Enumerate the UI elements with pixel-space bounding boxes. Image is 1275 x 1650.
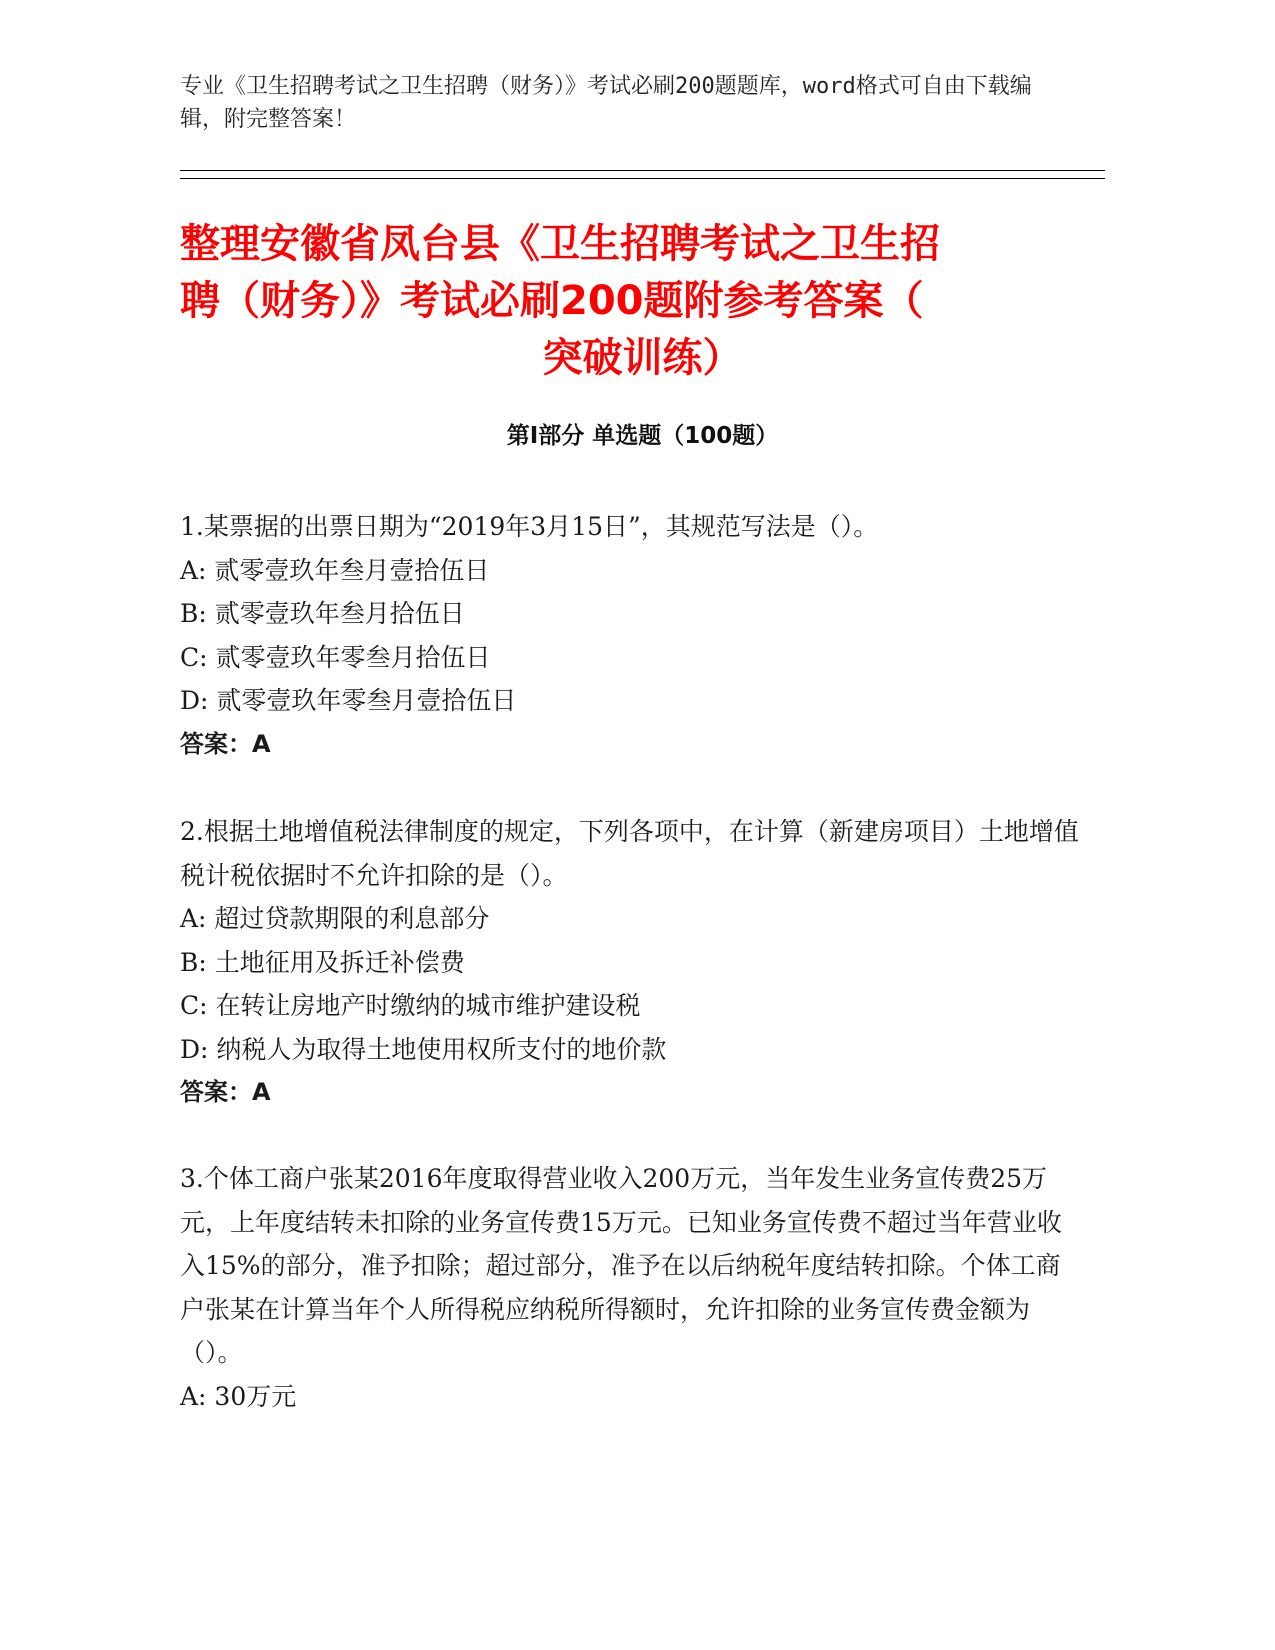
option-b: B: 贰零壹玖年叁月拾伍日 xyxy=(180,599,465,628)
option-b: B: 土地征用及拆迁补偿费 xyxy=(180,947,465,977)
title-line-2: 聘（财务）》考试必刷200题附参考答案（ xyxy=(180,278,924,324)
document-title xyxy=(180,216,1105,387)
option-d: D: 纳税人为取得土地使用权所支付的地价款 xyxy=(180,1034,667,1064)
option-c: C: 贰零壹玖年零叁月拾伍日 xyxy=(180,642,491,672)
header-divider-bottom xyxy=(180,178,1105,179)
question-1 xyxy=(180,505,1080,766)
question-stem: 1.某票据的出票日期为“2019年3月15日”，其规范写法是（）。 xyxy=(180,512,879,541)
question-3 xyxy=(180,1157,1080,1418)
question-2 xyxy=(180,810,1080,1115)
question-stem: 3.个体工商户张某2016年度取得营业收入200万元，当年发生业务宣传费25万元，上年度结转未扣除的业务宣传费15万元。已知业务宣传费不超过当年营业收入15%的部分，准予扣除；超过部分，准予在以后纳税年度结转扣除。个体工商户张某在计算当年个人所得税应纳税所得额时，允许扣除的业务宣传费金额为（）。 xyxy=(180,1164,1062,1367)
option-d: D: 贰零壹玖年零叁月壹拾伍日 xyxy=(180,686,517,715)
header-note: 专业《卫生招聘考试之卫生招聘（财务）》考试必刷200题题库，word格式可自由下载编辑，附完整答案！ xyxy=(180,74,1032,132)
answer-line: 答案：A xyxy=(180,1078,271,1106)
header-divider-top xyxy=(180,170,1105,171)
option-c: C: 在转让房地产时缴纳的城市维护建设税 xyxy=(180,991,641,1020)
title-line-1: 整理安徽省凤台县《卫生招聘考试之卫生招 xyxy=(180,221,940,267)
answer-line: 答案：A xyxy=(180,729,271,758)
title-line-3: 突破训练） xyxy=(542,335,743,381)
option-a: A: 30万元 xyxy=(180,1381,297,1411)
section-heading: 第Ⅰ部分 单选题（100题） xyxy=(506,423,779,449)
option-a: A: 贰零壹玖年叁月壹拾伍日 xyxy=(180,555,490,585)
question-stem: 2.根据土地增值税法律制度的规定，下列各项中，在计算（新建房项目）土地增值税计税依据时不允许扣除的是（）。 xyxy=(180,817,1079,890)
option-a: A: 超过贷款期限的利息部分 xyxy=(180,904,490,933)
